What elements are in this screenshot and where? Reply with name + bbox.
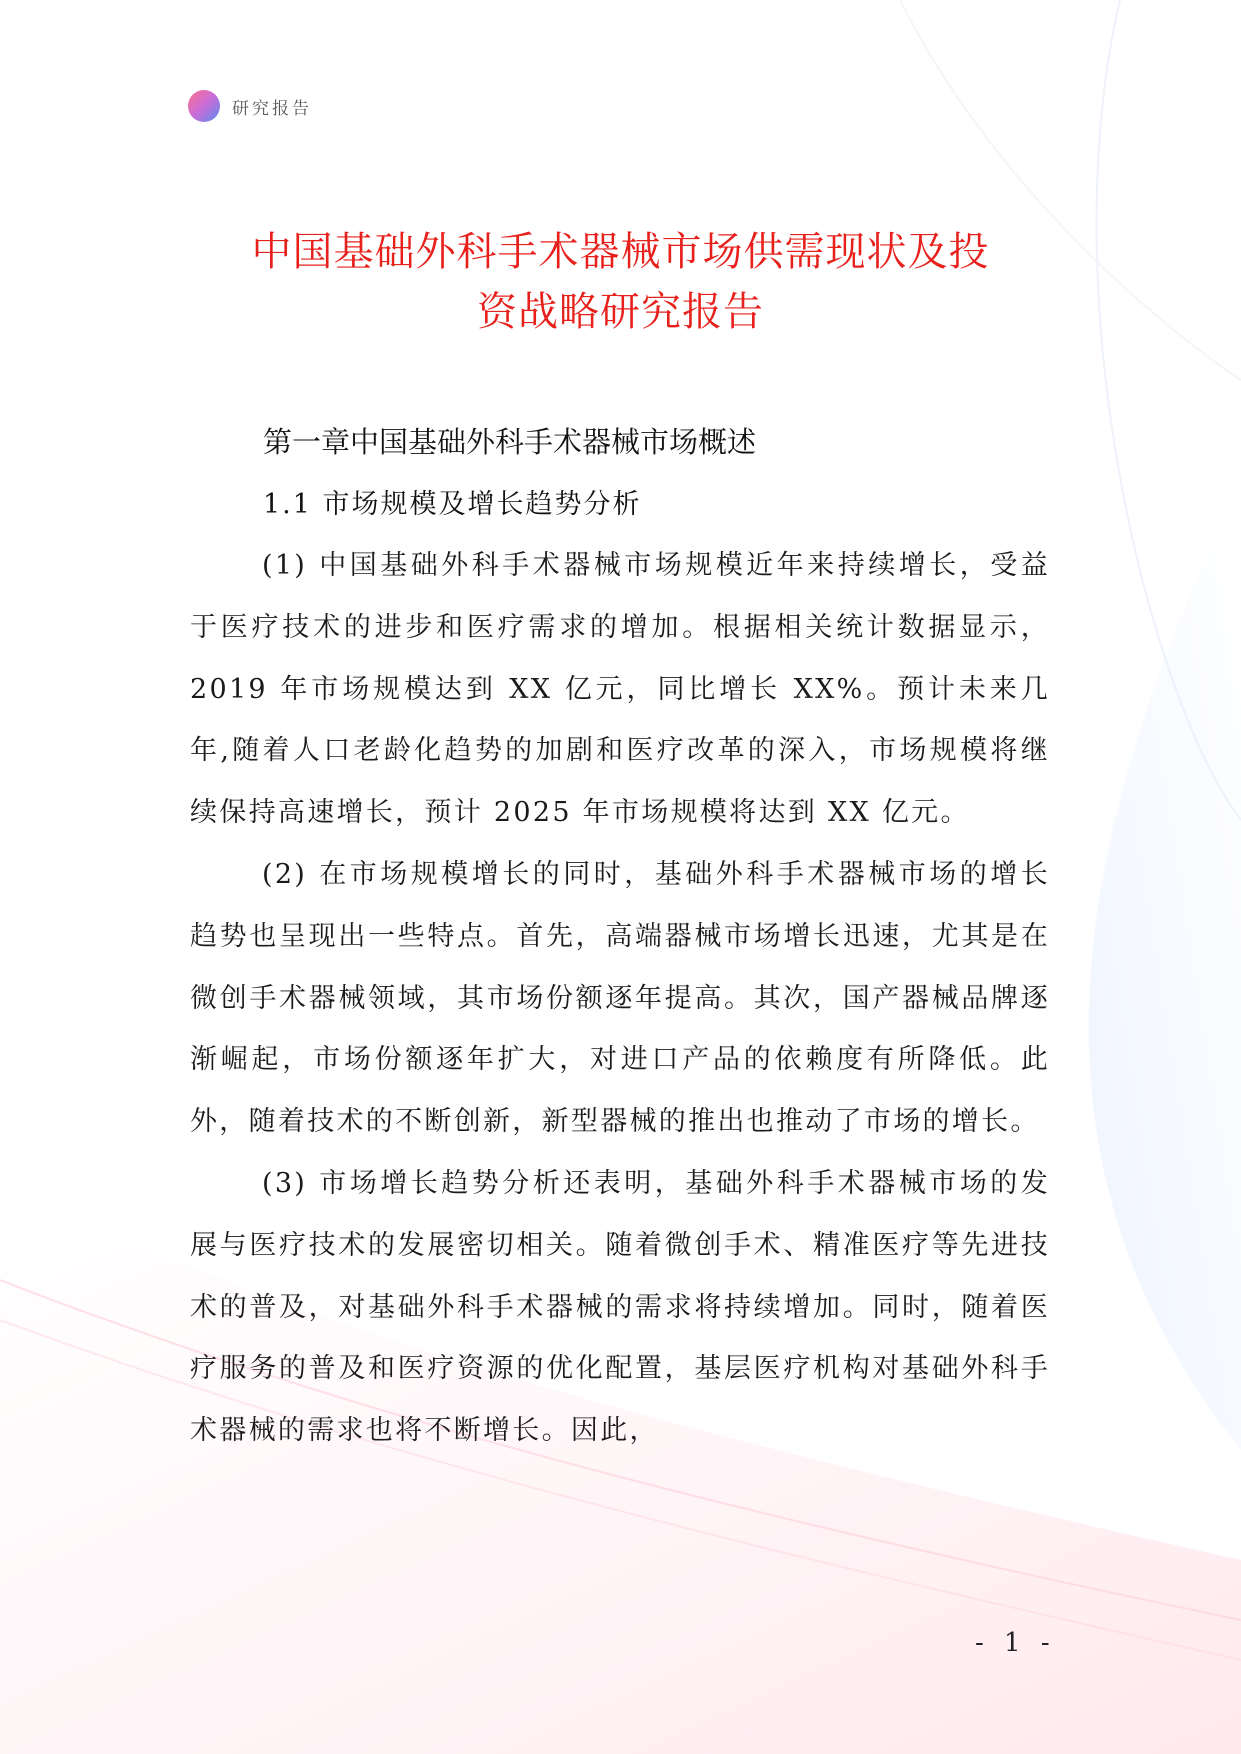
report-header [188,89,312,123]
paragraph-1: (1) 中国基础外科手术器械市场规模近年来持续增长，受益于医疗技术的进步和医疗需求的增加。根据相关统计数据显示，2019 年市场规模达到 XX 亿元，同比增长 XX%。预计未来几年,随着人口老龄化趋势的加剧和医疗改革的深入，市场规模将继续保持高速增长，预计 2025 年市场规模将达到 XX 亿元。 [190,550,1050,829]
chapter-heading: 第一章中国基础外科手术器械市场概述 [263,425,757,459]
document-body [190,535,1050,1462]
document-title-line-1: 中国基础外科手术器械市场供需现状及投 [251,229,990,275]
page-number: - 1 - [975,1628,1056,1658]
document-title-line-2: 资战略研究报告 [477,289,764,335]
header-label: 研究报告 [232,98,312,119]
logo-icon [188,90,220,122]
section-heading: 1.1 市场规模及增长趋势分析 [263,489,642,520]
document-title [150,222,1091,342]
paragraph-2: (2) 在市场规模增长的同时，基础外科手术器械市场的增长趋势也呈现出一些特点。首先，高端器械市场增长迅速，尤其是在微创手术器械领域，其市场份额逐年提高。其次，国产器械品牌逐渐崛起，市场份额逐年扩大，对进口产品的依赖度有所降低。此外，随着技术的不断创新，新型器械的推出也推动了市场的增长。 [190,858,1050,1138]
paragraph-3: (3) 市场增长趋势分析还表明，基础外科手术器械市场的发展与医疗技术的发展密切相关。随着微创手术、精准医疗等先进技术的普及，对基础外科手术器械的需求将持续增加。同时，随着医疗服务的普及和医疗资源的优化配置，基层医疗机构对基础外科手术器械的需求也将不断增长。因此， [190,1167,1050,1447]
